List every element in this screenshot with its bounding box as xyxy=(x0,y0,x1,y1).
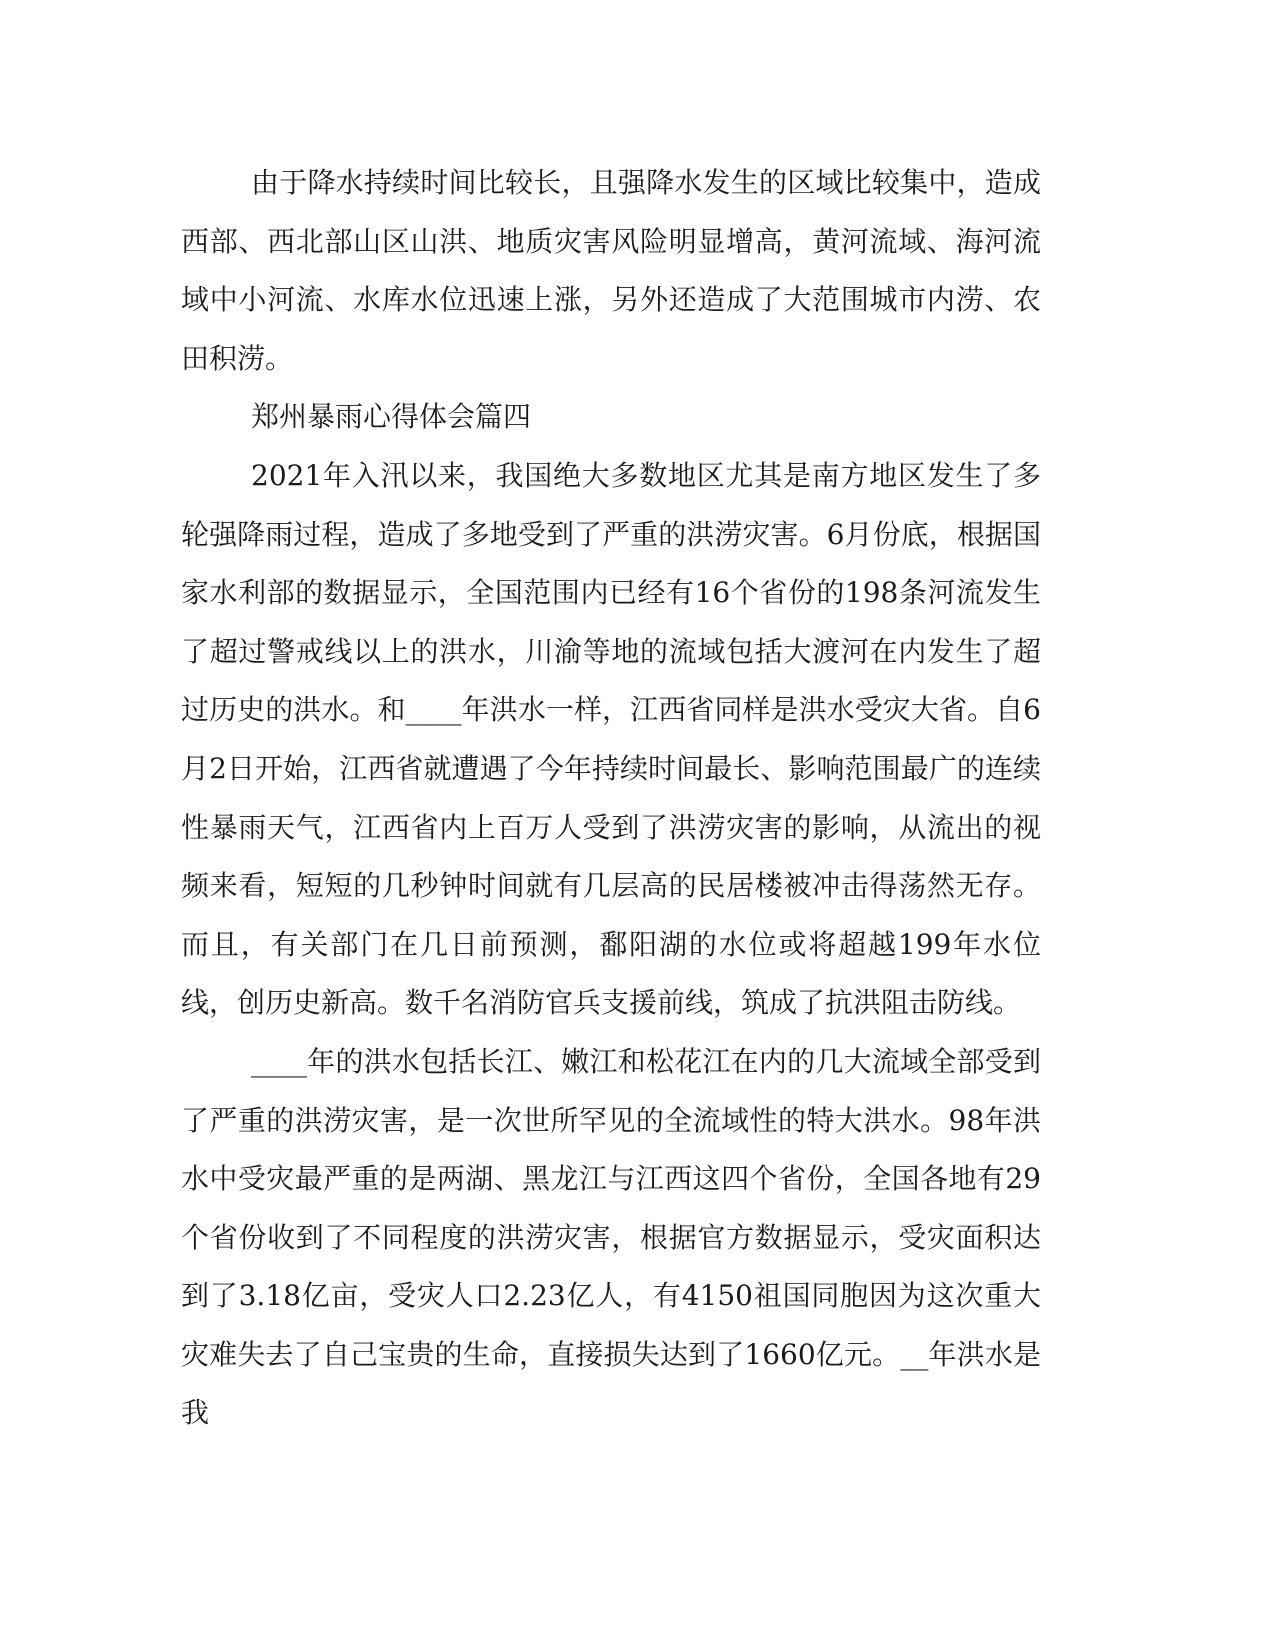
document-body xyxy=(181,154,1041,1443)
paragraph-2: 2021年入汛以来，我国绝大多数地区尤其是南方地区发生了多轮强降雨过程，造成了多地受到了严重的洪涝灾害。6月份底，根据国家水利部的数据显示，全国范围内已经有16个省份的198条河流发生了超过警戒线以上的洪水，川渝等地的流域包括大渡河在内发生了超过历史的洪水。和____年洪水一样，江西省同样是洪水受灾大省。自6月2日开始，江西省就遭遇了今年持续时间最长、影响范围最广的连续性暴雨天气，江西省内上百万人受到了洪涝灾害的影响，从流出的视频来看，短短的几秒钟时间就有几层高的民居楼被冲击得荡然无存。而且，有关部门在几日前预测，鄱阳湖的水位或将超越199年水位线，创历史新高。数千名消防官兵支援前线，筑成了抗洪阻击防线。 xyxy=(181,458,1041,1020)
paragraph-3: ____年的洪水包括长江、嫩江和松花江在内的几大流域全部受到了严重的洪涝灾害，是一次世所罕见的全流域性的特大洪水。98年洪水中受灾最严重的是两湖、黑龙江与江西这四个省份，全国各地有29个省份收到了不同程度的洪涝灾害，根据官方数据显示，受灾面积达到了3.18亿亩，受灾人口2.23亿人，有4150祖国同胞因为这次重大灾难失去了自己宝贵的生命，直接损失达到了1660亿元。__年洪水是我 xyxy=(181,1044,1041,1430)
paragraph-1: 由于降水持续时间比较长，且强降水发生的区域比较集中，造成西部、西北部山区山洪、地质灾害风险明显增高，黄河流域、海河流域中小河流、水库水位迅速上涨，另外还造成了大范围城市内涝、农田积涝。 xyxy=(181,166,1041,375)
section-heading: 郑州暴雨心得体会篇四 xyxy=(251,400,532,434)
